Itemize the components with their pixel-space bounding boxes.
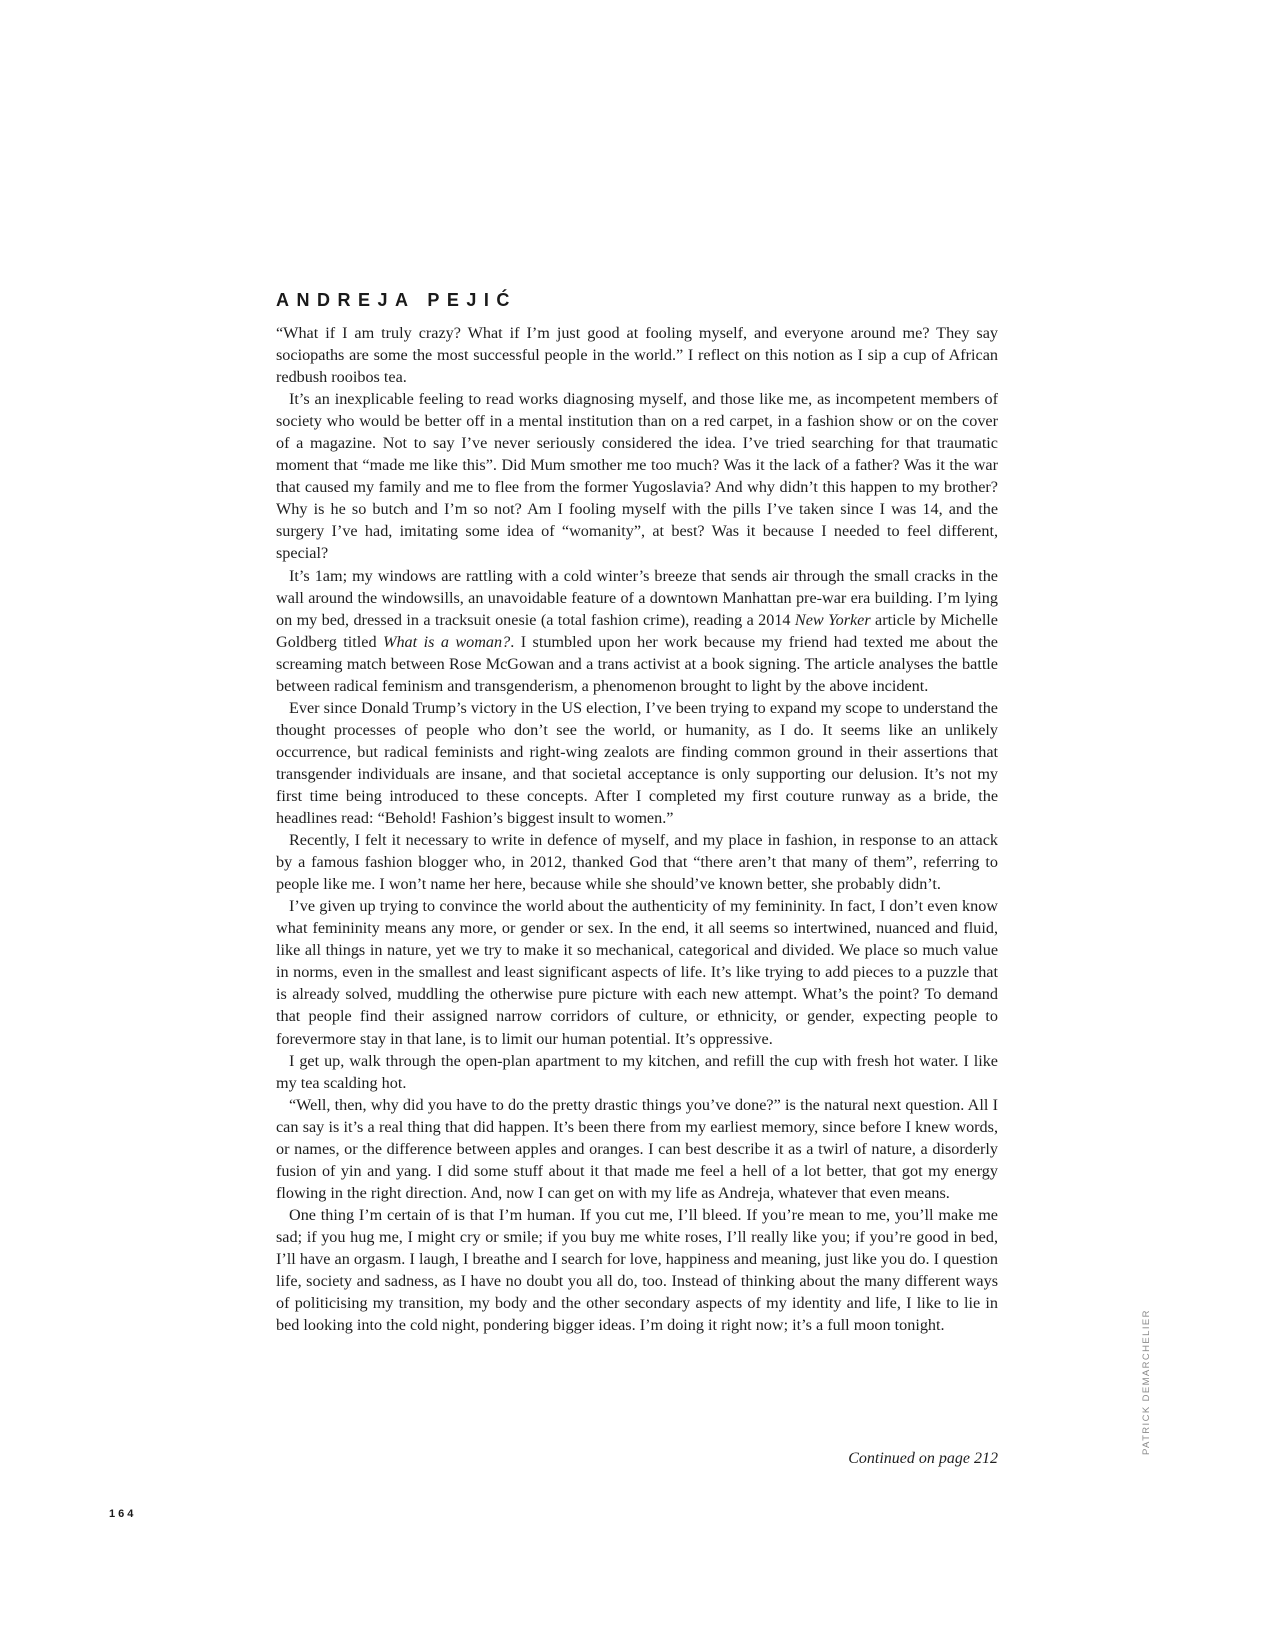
article-title: What is a woman? bbox=[382, 632, 511, 651]
paragraph-3-text-c: article by Michelle Goldberg titled bbox=[276, 610, 998, 651]
paragraph-7: I get up, walk through the open-plan apartment to my kitchen, and refill the cup with fresh hot water. I like my tea scalding hot. bbox=[276, 1051, 998, 1092]
paragraph-3-text-e: . I stumbled upon her work because my friend had texted me about the screaming match between Rose McGowan and a trans activist at a book signing. The article analyses the battle between radical feminism and transgenderism, a phenomenon brought to light by the above incident. bbox=[276, 632, 998, 695]
page-number: 164 bbox=[109, 1508, 137, 1520]
paragraph-3-text-a: It’s 1am; my windows are rattling with a cold winter’s breeze that sends air through the small cracks in the wall around the windowsills, an unavoidable feature of a downtown Manhattan pre-war era building. I’m lying on my bed, dressed in a tracksuit onesie (a total fashion crime), reading a 2014 bbox=[276, 566, 998, 629]
paragraph-3 bbox=[276, 565, 998, 697]
publication-title: New Yorker bbox=[794, 610, 871, 629]
paragraph-1: “What if I am truly crazy? What if I’m just good at fooling myself, and everyone around me? They say sociopaths are some the most successful people in the world.” I reflect on this notion as I sip a cup of African redbush rooibos tea. bbox=[276, 324, 998, 387]
article-body bbox=[276, 322, 998, 1336]
paragraph-8: “Well, then, why did you have to do the pretty drastic things you’ve done?” is the natural next question. All I can say is it’s a real thing that did happen. It’s been there from my earliest memory, since before I knew words, or names, or the difference between apples and oranges. I can best describe it as a twirl of nature, a disorderly fusion of yin and yang. I did some stuff about it that made me feel a hell of a lot better, that got my energy flowing in the right direction. And, now I can get on with my life as Andreja, whatever that even means. bbox=[276, 1095, 998, 1202]
author-byline: ANDREJA PEJIĆ bbox=[276, 290, 517, 310]
photo-credit: PATRICK DEMARCHELIER bbox=[1141, 1309, 1152, 1455]
paragraph-4: Ever since Donald Trump’s victory in the US election, I’ve been trying to expand my scope to understand the thought processes of people who don’t see the world, or humanity, as I do. It seems like an unlikely occurrence, but radical feminists and right-wing zealots are finding common ground in their assertions that transgender individuals are insane, and that societal acceptance is only supporting our delusion. It’s not my first time being introduced to these concepts. After I completed my first couture runway as a bride, the headlines read: “Behold! Fashion’s biggest insult to women.” bbox=[276, 698, 998, 828]
paragraph-2: It’s an inexplicable feeling to read works diagnosing myself, and those like me, as incompetent members of society who would be better off in a mental institution than on a red carpet, in a fashion show or on the cover of a magazine. Not to say I’ve never seriously considered the idea. I’ve tried searching for that traumatic moment that “made me like this”. Did Mum smother me too much? Was it the lack of a father? Was it the war that caused my family and me to flee from the former Yugoslavia? And why didn’t this happen to my brother? Why is he so butch and I’m so not? Am I fooling myself with the pills I’ve taken since I was 14, and the surgery I’ve had, imitating some idea of “womanity”, at best? Was it because I needed to feel different, special? bbox=[276, 390, 998, 563]
paragraph-6: I’ve given up trying to convince the world about the authenticity of my femininity. In fact, I don’t even know what femininity means any more, or gender or sex. In the end, it all seems so intertwined, nuanced and fluid, like all things in nature, yet we try to make it so mechanical, categorical and divided. We place so much value in norms, even in the smallest and least significant aspects of life. It’s like trying to add pieces to a puzzle that is already solved, muddling the otherwise pure picture with each new attempt. What’s the point? To demand that people find their assigned narrow corridors of culture, or ethnicity, or gender, expecting people to forevermore stay in that lane, is to limit our human potential. It’s oppressive. bbox=[276, 897, 998, 1048]
continued-notice: Continued on page 212 bbox=[848, 1450, 998, 1467]
paragraph-5: Recently, I felt it necessary to write in defence of myself, and my place in fashion, in response to an attack by a famous fashion blogger who, in 2012, thanked God that “there aren’t that many of them”, referring to people like me. I won’t name her here, because while she should’ve known better, she probably didn’t. bbox=[276, 831, 998, 894]
paragraph-9: One thing I’m certain of is that I’m human. If you cut me, I’ll bleed. If you’re mean to me, you’ll make me sad; if you hug me, I might cry or smile; if you buy me white roses, I’ll really like you; if you’re good in bed, I’ll have an orgasm. I laugh, I breathe and I search for love, happiness and meaning, just like you do. I question life, society and sadness, as I have no doubt you all do, too. Instead of thinking about the many different ways of politicising my transition, my body and the other secondary aspects of my identity and life, I like to lie in bed looking into the cold night, pondering bigger ideas. I’m doing it right now; it’s a full moon tonight. bbox=[276, 1205, 998, 1335]
